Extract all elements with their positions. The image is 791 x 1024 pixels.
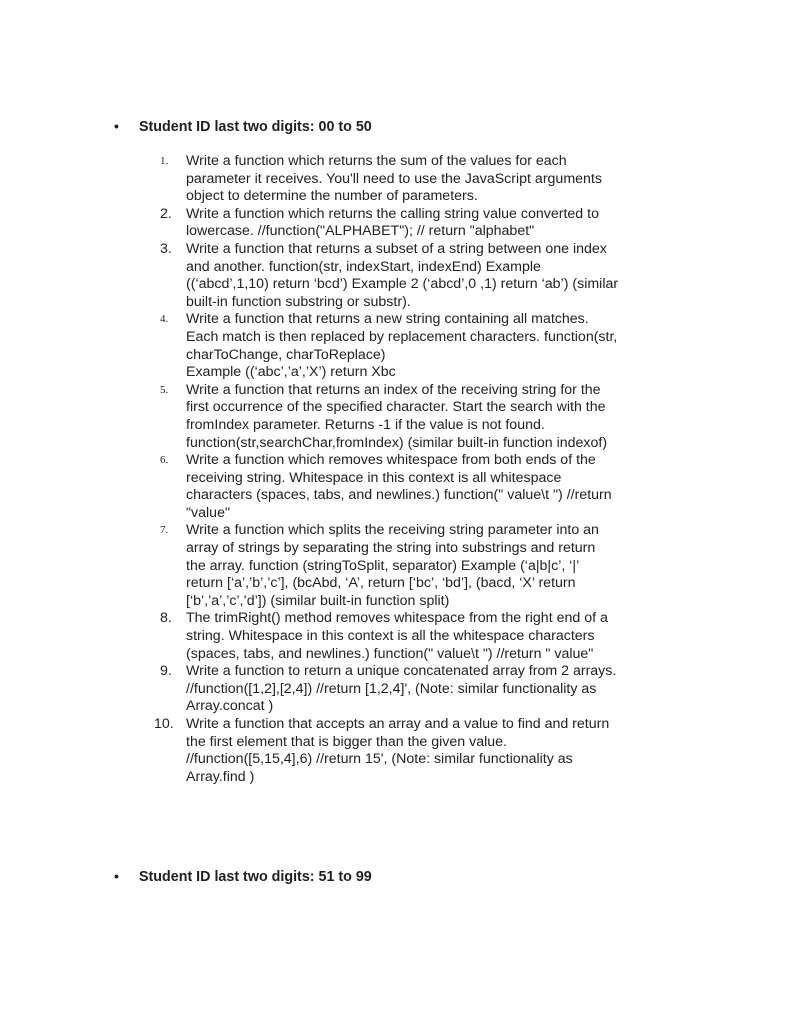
- list-item: [160, 241, 670, 311]
- section-00-to-50: [114, 119, 674, 135]
- item-number: 6.: [160, 454, 169, 467]
- list-item: [160, 153, 670, 206]
- section-51-to-99: [114, 869, 674, 885]
- list-item: [160, 382, 670, 452]
- item-number: 5.: [160, 383, 169, 396]
- section-heading: Student ID last two digits: 00 to 50: [139, 119, 372, 135]
- item-text: Write a function that returns an index of the receiving string for the first occurrence of the specified character. Start the search with the fromIndex parameter. Returns -1 if the value is not found. function(str,searchChar,fromIndex) (similar built-in function indexof): [186, 381, 608, 451]
- item-text: Write a function which removes whitespace from both ends of the receiving string. Whitespace in this context is all whitespace characters (spaces, tabs, and newlines.) function(" value\t ") //return "value": [186, 452, 612, 521]
- item-text: The trimRight() method removes whitespace from the right end of a string. Whitespace in this context is all the whitespace characters (spaces, tabs, and newlines.) function(" value\t ") //return " value": [186, 610, 608, 662]
- item-text: Write a function to return a unique concatenated array from 2 arrays. //function([1,2],[2,4]) //return [1,2,4]', (Note: similar functionality as Array.concat ): [186, 663, 617, 715]
- item-text: Write a function that returns a subset of a string between one index and another. function(str, indexStart, indexEnd) Example ((‘abcd’,1,10) return ‘bcd’) Example 2 (‘abcd’,0 ,1) return ‘ab’) (similar built-in function substring or substr).: [186, 240, 619, 310]
- item-text: Write a function that returns a new string containing all matches. Each match is then replaced by replacement characters. function(str, charToChange, charToReplace) Example ((‘abc’,’a’,’X’) return Xbc: [186, 311, 618, 381]
- list-item: [160, 522, 670, 610]
- bullet-icon: •: [114, 868, 119, 884]
- task-list: [154, 153, 670, 786]
- item-text: Write a function which splits the receiving string parameter into an array of strings by separating the string into substrings and return the array. function (stringToSplit, separator) Example (‘a|b|c’, ‘|’ return [‘a’,’b’,’c’], (bcAbd, ‘A’, return [‘bc’, ‘bd’], (bacd, ‘X’ return [‘b’,’a’,’c’,’d’]) (similar built-in function split): [186, 522, 599, 609]
- item-number: 2.: [160, 205, 172, 222]
- list-item: [160, 311, 670, 381]
- item-number: 3.: [160, 240, 172, 257]
- item-number: 10.: [154, 716, 174, 732]
- item-number: 9.: [160, 663, 172, 680]
- section-heading-row: [114, 869, 674, 885]
- section-heading: Student ID last two digits: 51 to 99: [139, 869, 372, 885]
- section-heading-row: [114, 119, 674, 135]
- item-text: Write a function which returns the calling string value converted to lowercase. //function("ALPHABET"); // return "alphabet": [186, 205, 599, 240]
- list-item: [160, 663, 670, 716]
- item-number: 4.: [160, 313, 169, 326]
- bullet-icon: •: [114, 118, 119, 134]
- list-item: [154, 716, 670, 786]
- item-number: 8.: [160, 610, 172, 627]
- list-item: [160, 610, 670, 663]
- list-item: [160, 452, 670, 522]
- list-item: [160, 206, 670, 241]
- item-text: Write a function that accepts an array and a value to find and return the first element that is bigger than the given value. //function([5,15,4],6) //return 15', (Note: similar functionality as Array.find ): [186, 716, 610, 785]
- item-text: Write a function which returns the sum of the values for each parameter it receives. You'll need to use the JavaScript arguments object to determine the number of parameters.: [186, 153, 602, 205]
- item-number: 1.: [160, 155, 169, 167]
- item-number: 7.: [160, 524, 169, 537]
